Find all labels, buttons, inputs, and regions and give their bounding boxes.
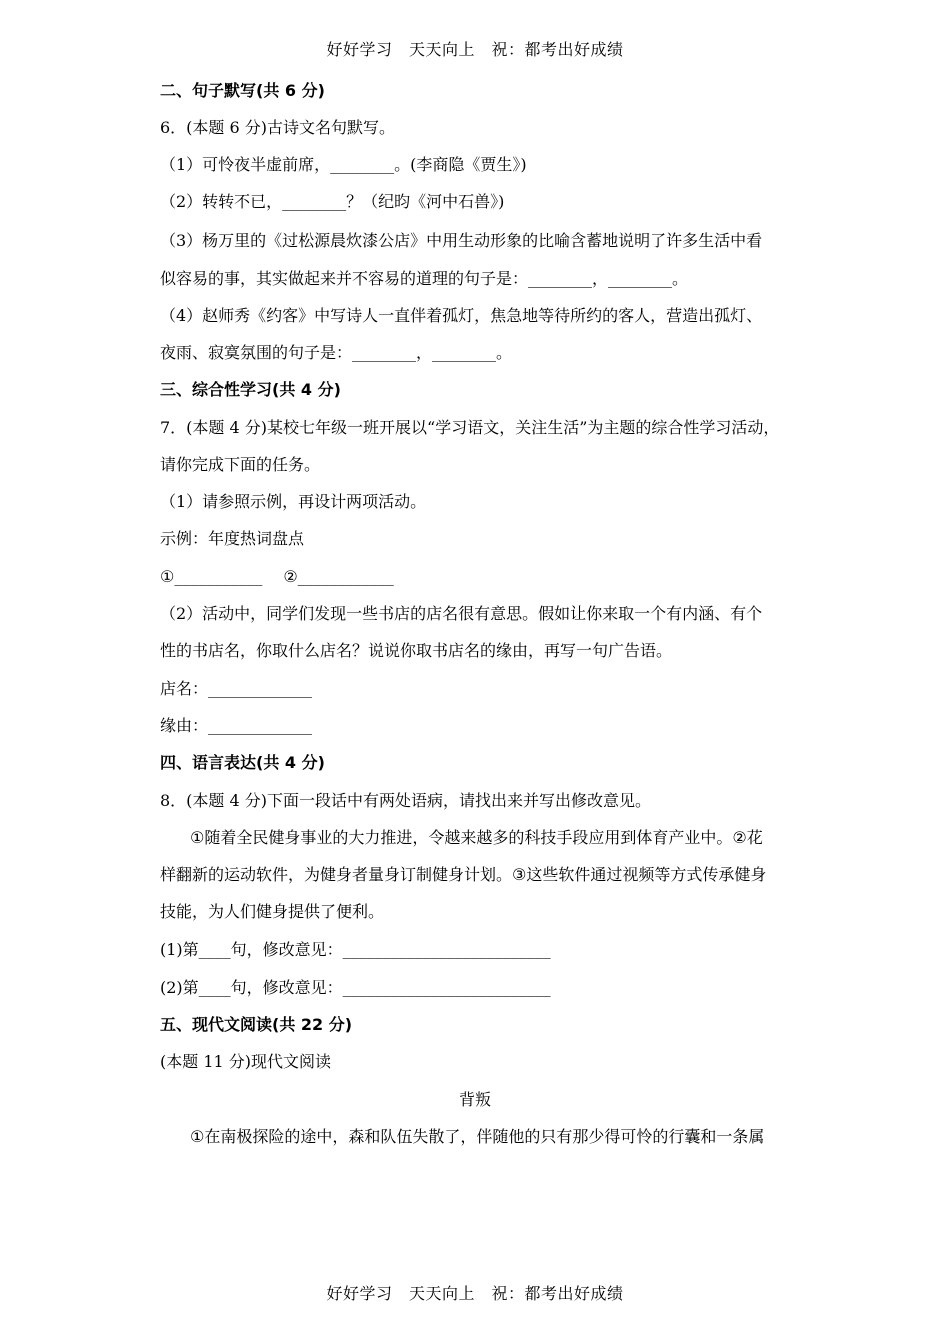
question-6-item-2: （2）转转不已，________？（纪昀《河中石兽》) [160,192,505,211]
store-name-blank: 店名：_____________ [160,679,313,698]
question-8-answer-1: (1)第____句，修改意见：__________________________ [160,940,551,959]
question-7-item-2-line-2: 性的书店名，你取什么店名？说说你取书店名的缘由，再写一句广告语。 [160,641,673,660]
question-8-passage-line-2: 样翻新的运动软件，为健身者量身订制健身计划。③这些软件通过视频等方式传承健身 [160,865,767,884]
question-8-passage-line-3: 技能，为人们健身提供了便利。 [160,902,385,921]
question-7-stem-line-1: 7．(本题 4 分)某校七年级一班开展以“学习语文，关注生活”为主题的综合性学习活动， [160,418,780,437]
question-7-stem-line-2: 请你完成下面的任务。 [160,455,321,474]
question-6-item-4-line-2: 夜雨、寂寞氛围的句子是：________，________。 [160,343,513,362]
passage-paragraph-1: ①在南极探险的途中，森和队伍失散了，伴随他的只有那少得可怜的行囊和一条属 [190,1127,765,1146]
reading-intro: (本题 11 分)现代文阅读 [160,1052,332,1071]
question-8-passage-line-1: ①随着全民健身事业的大力推进，令越来越多的科技手段应用到体育产业中。②花 [190,828,763,847]
question-6-item-3-line-1: （3）杨万里的《过松源晨炊漆公店》中用生动形象的比喻含蓄地说明了许多生活中看 [160,231,763,250]
question-6-item-4-line-1: （4）赵师秀《约客》中写诗人一直伴着孤灯，焦急地等待所约的客人，营造出孤灯、 [160,306,763,325]
question-8-stem: 8．(本题 4 分)下面一段话中有两处语病，请找出来并写出修改意见。 [160,791,652,810]
reason-blank: 缘由：_____________ [160,716,313,735]
question-8-answer-2: (2)第____句，修改意见：__________________________ [160,978,551,997]
section-heading-4: 四、语言表达(共 4 分) [160,753,325,772]
question-7-example: 示例：年度热词盘点 [160,529,305,548]
page-header: 好好学习 天天向上 祝：都考出好成绩 [326,40,624,59]
question-7-answer-blanks: ①___________ ②____________ [160,567,394,586]
page-footer: 好好学习 天天向上 祝：都考出好成绩 [326,1284,624,1303]
question-6-stem: 6．(本题 6 分)古诗文名句默写。 [160,118,396,137]
section-heading-5: 五、现代文阅读(共 22 分) [160,1015,353,1034]
section-heading-2: 二、句子默写(共 6 分) [160,81,325,100]
question-6-item-3-line-2: 似容易的事，其实做起来并不容易的道理的句子是：________，________。 [160,269,689,288]
question-7-item-2-line-1: （2）活动中，同学们发现一些书店的店名很有意思。假如让你来取一个有内涵、有个 [160,604,763,623]
passage-title: 背叛 [458,1090,491,1109]
question-6-item-1: （1）可怜夜半虚前席，________。(李商隐《贾生》) [160,155,527,174]
section-heading-3: 三、综合性学习(共 4 分) [160,380,341,399]
question-7-item-1: （1）请参照示例，再设计两项活动。 [160,492,427,511]
